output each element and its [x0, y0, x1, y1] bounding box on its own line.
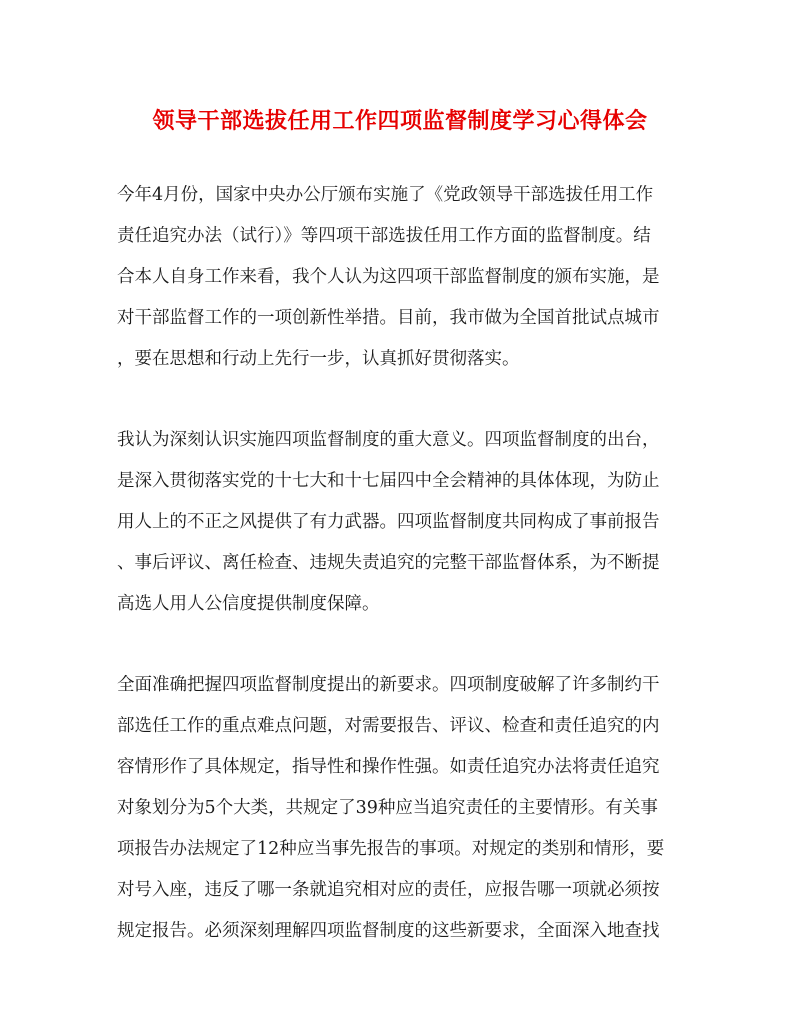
text-line: 是深入贯彻落实党的十七大和十七届四中全会精神的具体体现，为防止 [117, 471, 660, 491]
text-line: 规定报告。必须深刻理解四项监督制度的这些新要求，全面深入地查找 [117, 921, 660, 941]
text-line: 项报告办法规定了12种应当事先报告的事项。对规定的类别和情形，要 [117, 839, 665, 859]
paragraph-1 [117, 175, 687, 380]
paragraph-2 [117, 420, 687, 625]
text-line: 高选人用人公信度提供制度保障。 [117, 594, 380, 614]
text-line: 用人上的不正之风提供了有力武器。四项监督制度共同构成了事前报告 [117, 512, 660, 532]
text-line: 对象划分为5个大类，共规定了39种应当追究责任的主要情形。有关事 [117, 798, 658, 818]
text-line: 责任追究办法（试行）》等四项干部选拔任用工作方面的监督制度。结 [117, 226, 651, 246]
text-line: 对干部监督工作的一项创新性举措。目前，我市做为全国首批试点城市 [117, 308, 660, 328]
paragraph-3 [117, 665, 687, 952]
text-line: 我认为深刻认识实施四项监督制度的重大意义。四项监督制度的出台， [117, 430, 660, 450]
text-line: ，要在思想和行动上先行一步，认真抓好贯彻落实。 [117, 349, 520, 369]
text-line: 容情形作了具体规定，指导性和操作性强。如责任追究办法将责任追究 [117, 757, 660, 777]
text-line: 今年4月份，国家中央办公厅颁布实施了《党政领导干部选拔任用工作 [117, 185, 654, 205]
text-line: 部选任工作的重点难点问题，对需要报告、评议、检查和责任追究的内 [117, 716, 660, 736]
text-line: 合本人自身工作来看，我个人认为这四项干部监督制度的颁布实施，是 [117, 267, 660, 287]
text-line: 、事后评议、离任检查、违规失责追究的完整干部监督体系，为不断提 [117, 553, 660, 573]
text-line: 全面准确把握四项监督制度提出的新要求。四项制度破解了许多制约干 [117, 675, 660, 695]
document-title: 领导干部选拔任用工作四项监督制度学习心得体会 [152, 108, 648, 134]
text-line: 对号入座，违反了哪一条就追究相对应的责任，应报告哪一项就必须按 [117, 880, 660, 900]
